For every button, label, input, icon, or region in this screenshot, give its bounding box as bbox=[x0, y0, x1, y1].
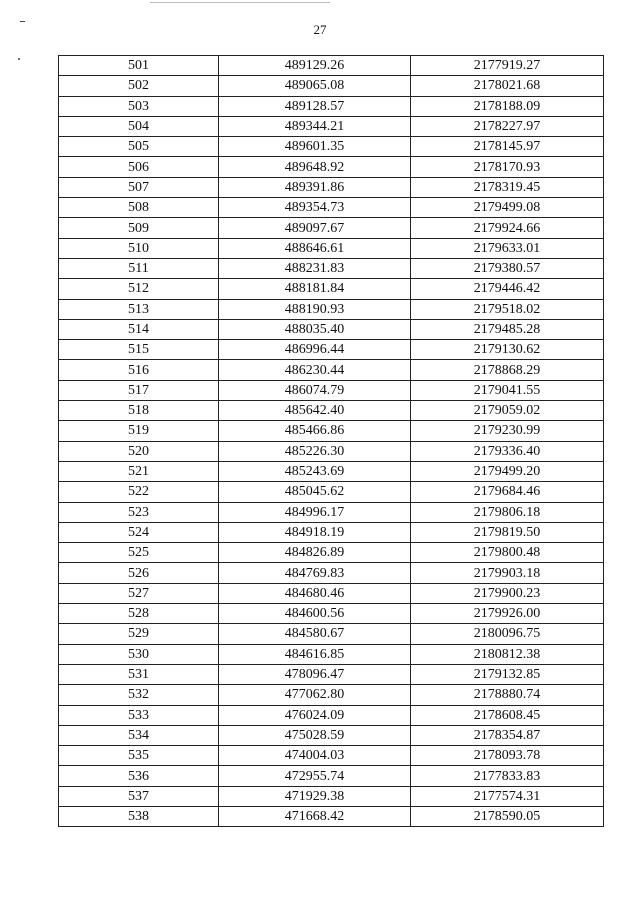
y-coordinate-cell: 2179380.57 bbox=[411, 258, 604, 278]
table-row bbox=[59, 604, 604, 624]
x-coordinate-cell: 488231.83 bbox=[219, 258, 411, 278]
point-number-cell: 537 bbox=[59, 786, 219, 806]
point-number-cell: 538 bbox=[59, 806, 219, 826]
x-coordinate-cell: 472955.74 bbox=[219, 766, 411, 786]
scan-mark bbox=[18, 58, 20, 60]
x-coordinate-cell: 488646.61 bbox=[219, 238, 411, 258]
table-row bbox=[59, 685, 604, 705]
table-row bbox=[59, 76, 604, 96]
y-coordinate-cell: 2179684.46 bbox=[411, 482, 604, 502]
point-number-cell: 509 bbox=[59, 218, 219, 238]
table-row bbox=[59, 56, 604, 76]
y-coordinate-cell: 2179903.18 bbox=[411, 563, 604, 583]
y-coordinate-cell: 2178145.97 bbox=[411, 137, 604, 157]
table-row bbox=[59, 360, 604, 380]
x-coordinate-cell: 485045.62 bbox=[219, 482, 411, 502]
x-coordinate-cell: 484580.67 bbox=[219, 624, 411, 644]
y-coordinate-cell: 2178868.29 bbox=[411, 360, 604, 380]
table-row bbox=[59, 198, 604, 218]
x-coordinate-cell: 484769.83 bbox=[219, 563, 411, 583]
table-row bbox=[59, 583, 604, 603]
y-coordinate-cell: 2178608.45 bbox=[411, 705, 604, 725]
point-number-cell: 530 bbox=[59, 644, 219, 664]
y-coordinate-cell: 2179230.99 bbox=[411, 421, 604, 441]
table-row bbox=[59, 340, 604, 360]
point-number-cell: 522 bbox=[59, 482, 219, 502]
table-row bbox=[59, 644, 604, 664]
x-coordinate-cell: 484918.19 bbox=[219, 522, 411, 542]
y-coordinate-cell: 2179806.18 bbox=[411, 502, 604, 522]
point-number-cell: 534 bbox=[59, 725, 219, 745]
x-coordinate-cell: 486230.44 bbox=[219, 360, 411, 380]
y-coordinate-cell: 2178319.45 bbox=[411, 177, 604, 197]
x-coordinate-cell: 488035.40 bbox=[219, 319, 411, 339]
point-number-cell: 529 bbox=[59, 624, 219, 644]
y-coordinate-cell: 2178227.97 bbox=[411, 116, 604, 136]
x-coordinate-cell: 484996.17 bbox=[219, 502, 411, 522]
y-coordinate-cell: 2180812.38 bbox=[411, 644, 604, 664]
x-coordinate-cell: 489601.35 bbox=[219, 137, 411, 157]
point-number-cell: 505 bbox=[59, 137, 219, 157]
y-coordinate-cell: 2179924.66 bbox=[411, 218, 604, 238]
x-coordinate-cell: 489648.92 bbox=[219, 157, 411, 177]
table-row bbox=[59, 218, 604, 238]
table-row bbox=[59, 401, 604, 421]
table-row bbox=[59, 380, 604, 400]
point-number-cell: 525 bbox=[59, 543, 219, 563]
point-number-cell: 516 bbox=[59, 360, 219, 380]
table-row bbox=[59, 319, 604, 339]
x-coordinate-cell: 489354.73 bbox=[219, 198, 411, 218]
x-coordinate-cell: 488181.84 bbox=[219, 279, 411, 299]
point-number-cell: 535 bbox=[59, 746, 219, 766]
y-coordinate-cell: 2179041.55 bbox=[411, 380, 604, 400]
point-number-cell: 515 bbox=[59, 340, 219, 360]
x-coordinate-cell: 484680.46 bbox=[219, 583, 411, 603]
table-row bbox=[59, 502, 604, 522]
x-coordinate-cell: 489344.21 bbox=[219, 116, 411, 136]
point-number-cell: 524 bbox=[59, 522, 219, 542]
y-coordinate-cell: 2178170.93 bbox=[411, 157, 604, 177]
y-coordinate-cell: 2178093.78 bbox=[411, 746, 604, 766]
x-coordinate-cell: 484826.89 bbox=[219, 543, 411, 563]
point-number-cell: 510 bbox=[59, 238, 219, 258]
y-coordinate-cell: 2179900.23 bbox=[411, 583, 604, 603]
x-coordinate-cell: 488190.93 bbox=[219, 299, 411, 319]
point-number-cell: 517 bbox=[59, 380, 219, 400]
y-coordinate-cell: 2179446.42 bbox=[411, 279, 604, 299]
y-coordinate-cell: 2179926.00 bbox=[411, 604, 604, 624]
table-row bbox=[59, 238, 604, 258]
table-row bbox=[59, 725, 604, 745]
scan-top-rule bbox=[150, 2, 330, 3]
point-number-cell: 532 bbox=[59, 685, 219, 705]
table-row bbox=[59, 279, 604, 299]
y-coordinate-cell: 2177574.31 bbox=[411, 786, 604, 806]
x-coordinate-cell: 484616.85 bbox=[219, 644, 411, 664]
x-coordinate-cell: 489129.26 bbox=[219, 56, 411, 76]
point-number-cell: 511 bbox=[59, 258, 219, 278]
y-coordinate-cell: 2179059.02 bbox=[411, 401, 604, 421]
table-row bbox=[59, 482, 604, 502]
page-number: 27 bbox=[313, 22, 327, 37]
table-row bbox=[59, 786, 604, 806]
table-row bbox=[59, 543, 604, 563]
y-coordinate-cell: 2179518.02 bbox=[411, 299, 604, 319]
point-number-cell: 503 bbox=[59, 96, 219, 116]
table-row bbox=[59, 299, 604, 319]
y-coordinate-cell: 2179800.48 bbox=[411, 543, 604, 563]
point-number-cell: 514 bbox=[59, 319, 219, 339]
point-number-cell: 523 bbox=[59, 502, 219, 522]
point-number-cell: 521 bbox=[59, 461, 219, 481]
table-row bbox=[59, 441, 604, 461]
x-coordinate-cell: 486996.44 bbox=[219, 340, 411, 360]
table-row bbox=[59, 461, 604, 481]
x-coordinate-cell: 474004.03 bbox=[219, 746, 411, 766]
x-coordinate-cell: 485466.86 bbox=[219, 421, 411, 441]
x-coordinate-cell: 471929.38 bbox=[219, 786, 411, 806]
y-coordinate-cell: 2178188.09 bbox=[411, 96, 604, 116]
x-coordinate-cell: 486074.79 bbox=[219, 380, 411, 400]
y-coordinate-cell: 2177919.27 bbox=[411, 56, 604, 76]
point-number-cell: 520 bbox=[59, 441, 219, 461]
table-row bbox=[59, 137, 604, 157]
table-row bbox=[59, 705, 604, 725]
y-coordinate-cell: 2179499.08 bbox=[411, 198, 604, 218]
table-row bbox=[59, 157, 604, 177]
y-coordinate-cell: 2179132.85 bbox=[411, 664, 604, 684]
point-number-cell: 513 bbox=[59, 299, 219, 319]
y-coordinate-cell: 2179130.62 bbox=[411, 340, 604, 360]
x-coordinate-cell: 489097.67 bbox=[219, 218, 411, 238]
x-coordinate-cell: 485243.69 bbox=[219, 461, 411, 481]
point-number-cell: 536 bbox=[59, 766, 219, 786]
y-coordinate-cell: 2179633.01 bbox=[411, 238, 604, 258]
point-number-cell: 507 bbox=[59, 177, 219, 197]
y-coordinate-cell: 2178354.87 bbox=[411, 725, 604, 745]
y-coordinate-cell: 2179485.28 bbox=[411, 319, 604, 339]
x-coordinate-cell: 476024.09 bbox=[219, 705, 411, 725]
y-coordinate-cell: 2178880.74 bbox=[411, 685, 604, 705]
x-coordinate-cell: 478096.47 bbox=[219, 664, 411, 684]
point-number-cell: 504 bbox=[59, 116, 219, 136]
table-row bbox=[59, 116, 604, 136]
table-row bbox=[59, 421, 604, 441]
table-row bbox=[59, 522, 604, 542]
table-row bbox=[59, 563, 604, 583]
point-number-cell: 527 bbox=[59, 583, 219, 603]
point-number-cell: 518 bbox=[59, 401, 219, 421]
coordinates-table-body bbox=[59, 56, 604, 827]
x-coordinate-cell: 484600.56 bbox=[219, 604, 411, 624]
point-number-cell: 508 bbox=[59, 198, 219, 218]
x-coordinate-cell: 485642.40 bbox=[219, 401, 411, 421]
y-coordinate-cell: 2179336.40 bbox=[411, 441, 604, 461]
y-coordinate-cell: 2178021.68 bbox=[411, 76, 604, 96]
y-coordinate-cell: 2179499.20 bbox=[411, 461, 604, 481]
coordinates-table bbox=[58, 55, 604, 827]
x-coordinate-cell: 477062.80 bbox=[219, 685, 411, 705]
x-coordinate-cell: 489391.86 bbox=[219, 177, 411, 197]
y-coordinate-cell: 2177833.83 bbox=[411, 766, 604, 786]
table-row bbox=[59, 766, 604, 786]
table-row bbox=[59, 624, 604, 644]
point-number-cell: 533 bbox=[59, 705, 219, 725]
table-row bbox=[59, 96, 604, 116]
point-number-cell: 531 bbox=[59, 664, 219, 684]
point-number-cell: 501 bbox=[59, 56, 219, 76]
point-number-cell: 526 bbox=[59, 563, 219, 583]
table-row bbox=[59, 664, 604, 684]
y-coordinate-cell: 2178590.05 bbox=[411, 806, 604, 826]
table-row bbox=[59, 806, 604, 826]
x-coordinate-cell: 489065.08 bbox=[219, 76, 411, 96]
point-number-cell: 502 bbox=[59, 76, 219, 96]
y-coordinate-cell: 2180096.75 bbox=[411, 624, 604, 644]
point-number-cell: 506 bbox=[59, 157, 219, 177]
table-row bbox=[59, 746, 604, 766]
x-coordinate-cell: 475028.59 bbox=[219, 725, 411, 745]
table-row bbox=[59, 177, 604, 197]
point-number-cell: 528 bbox=[59, 604, 219, 624]
table-row bbox=[59, 258, 604, 278]
y-coordinate-cell: 2179819.50 bbox=[411, 522, 604, 542]
x-coordinate-cell: 471668.42 bbox=[219, 806, 411, 826]
x-coordinate-cell: 489128.57 bbox=[219, 96, 411, 116]
x-coordinate-cell: 485226.30 bbox=[219, 441, 411, 461]
point-number-cell: 512 bbox=[59, 279, 219, 299]
point-number-cell: 519 bbox=[59, 421, 219, 441]
